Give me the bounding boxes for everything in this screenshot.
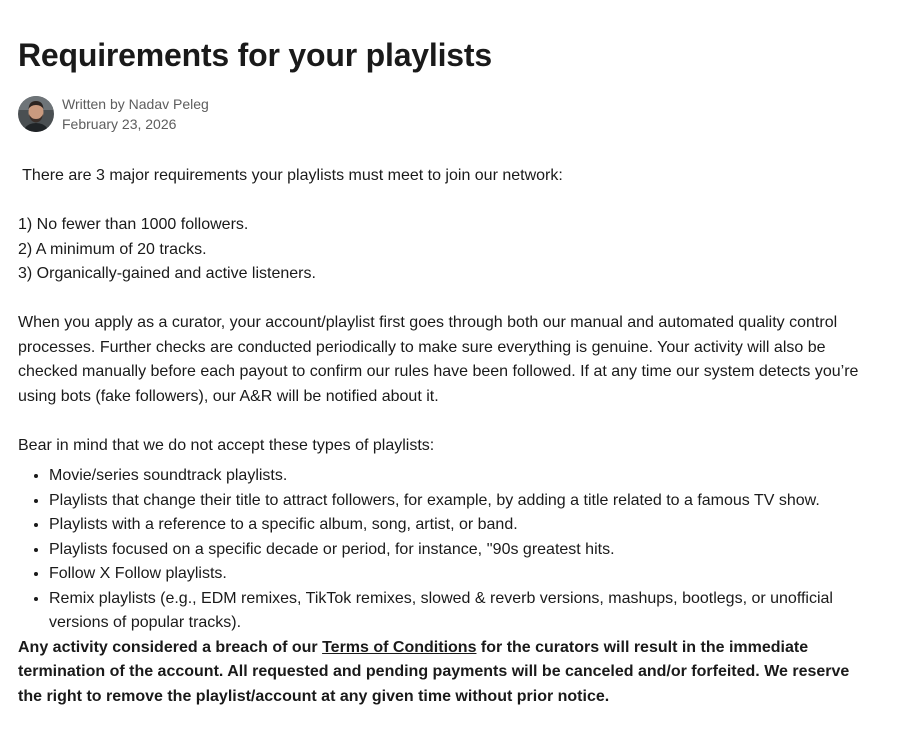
author-written-by: Written by Nadav Peleg	[62, 96, 209, 112]
terms-of-conditions-link[interactable]: Terms of Conditions	[322, 638, 477, 656]
requirement-item: 3) Organically-gained and active listeners.	[18, 265, 316, 282]
not-accepted-list	[18, 464, 868, 636]
spacer	[18, 287, 868, 312]
article-body	[18, 164, 868, 709]
author-meta	[62, 94, 209, 134]
list-item: • Playlists with a reference to a specific album, song, artist, or band.	[49, 513, 868, 538]
list-item: • Playlists focused on a specific decade or period, for instance, ''90s greatest hits.	[49, 538, 868, 563]
notice-text-after: for the curators will result in the immediate termination of the account. All requested and pending payments will be canceled and/or forfeited. We reserve the right to remove the playlist/account at any given time without prior notice.	[18, 638, 850, 705]
process-paragraph: When you apply as a curator, your account/playlist first goes through both our manual and automated quality control processes. Further checks are conducted periodically to make sure everything is genuine. Your activity will also be checked manually before each payout to confirm our rules have been followed. If at any time our system detects you’re using bots (fake followers), our A&R will be notified about it.	[18, 314, 859, 405]
list-item: • Movie/series soundtrack playlists.	[49, 464, 868, 489]
requirement-item: 1) No fewer than 1000 followers.	[18, 216, 249, 233]
list-item: • Follow X Follow playlists.	[49, 562, 868, 587]
termination-notice	[18, 636, 868, 710]
list-item: • Remix playlists (e.g., EDM remixes, TikTok remixes, slowed & reverb versions, mashups, bootlegs, or unofficial versions of popular tracks).	[49, 587, 868, 636]
author-avatar	[18, 96, 54, 132]
list-item: • Playlists that change their title to attract followers, for example, by adding a title related to a famous TV show.	[49, 489, 868, 514]
spacer	[18, 409, 868, 434]
requirement-item: 2) A minimum of 20 tracks.	[18, 240, 207, 258]
article-title: Requirements for your playlists	[18, 37, 492, 73]
author-byline	[18, 94, 868, 134]
publish-date: February 23, 2026	[62, 116, 177, 132]
intro-paragraph: There are 3 major requirements your playlists must meet to join our network:	[18, 167, 563, 184]
avatar-photo-icon	[18, 96, 54, 132]
not-accepted-intro: Bear in mind that we do not accept these types of playlists:	[18, 436, 435, 454]
notice-text-before: Any activity considered a breach of our	[18, 638, 323, 656]
spacer	[18, 189, 868, 214]
